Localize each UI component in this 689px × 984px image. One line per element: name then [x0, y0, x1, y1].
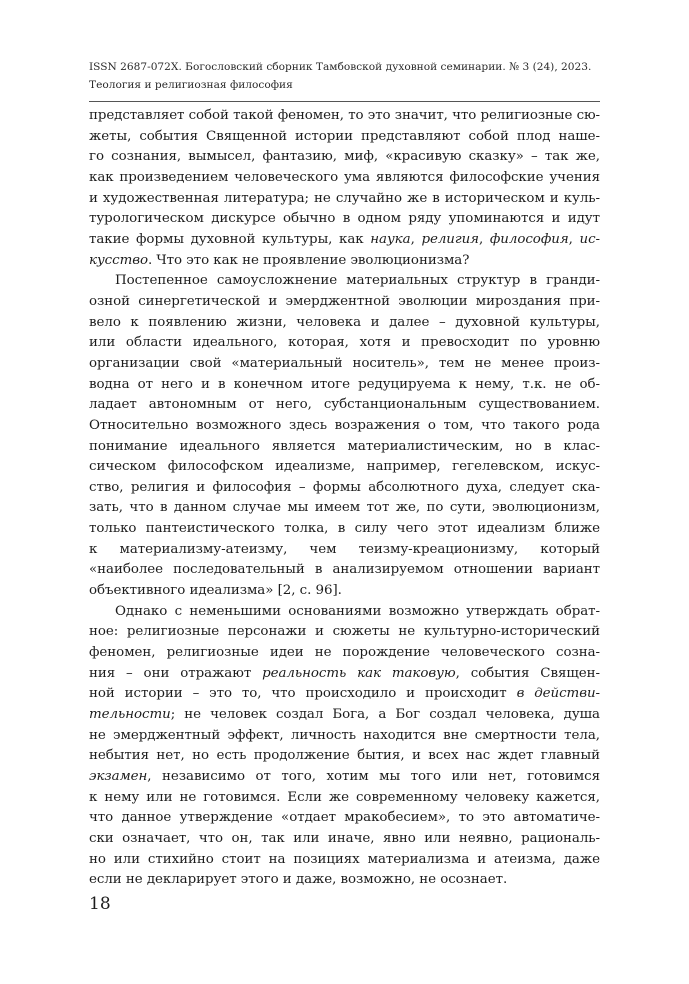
text-line: Относительно возможного здесь возражения о том, что такого рода	[89, 417, 600, 433]
text-line: сическом философском идеализме, например, гегелевском, искус-	[89, 459, 600, 475]
text-line: Однако с неменьшими основаниями возможно утверждать обрат-	[115, 603, 600, 619]
page-number: 18	[89, 894, 111, 914]
text-line: го сознания, вымысел, фантазию, миф, «красивую сказку» – так же,	[89, 149, 600, 165]
text-line: и художественная литература; не случайно же в историческом и куль-	[89, 190, 600, 206]
text-line: если не декларирует этого и даже, возможно, не осознает.	[89, 872, 508, 888]
text-line: феномен, религиозные идеи не порождение человеческого созна-	[89, 645, 600, 661]
text-line: объективного идеализма» [2, с. 96].	[89, 583, 342, 599]
text-run: , события Священ-	[455, 665, 601, 681]
emphasis-philosophy: философия	[489, 231, 569, 247]
text-run: ,	[568, 231, 580, 247]
text-line: только пантеистического толка, в силу чего этот идеализм ближе	[89, 521, 600, 537]
text-line: но или стихийно стоит на позициях материализма и атеизма, даже	[89, 851, 600, 867]
text-line: озной синергетической и эмерджентной эволюции мироздания при-	[89, 293, 600, 309]
text-run: ной истории – это то, что происходило и происходит	[89, 686, 517, 702]
text-line	[89, 230, 600, 251]
text-line: что данное утверждение «отдает мракобесием», то это автоматиче-	[89, 810, 600, 826]
text-run: ,	[410, 231, 422, 247]
text-run: . Что это как не проявление эволюционизма?	[147, 252, 470, 268]
emphasis-exam: экзамен	[89, 769, 148, 784]
paragraph-2	[89, 271, 600, 602]
text-run: , независимо от того, хотим мы того или нет, готовимся	[147, 769, 600, 784]
text-line: жеты, события Священной истории представляют собой плод наше-	[89, 128, 600, 144]
text-line: небытия нет, но есть продолжение бытия, и всех нас ждет главный	[89, 748, 600, 764]
emphasis-art: ис-	[579, 231, 600, 247]
text-line: понимание идеального является материалистическим, но в клас-	[89, 438, 600, 454]
emphasis-science: наука	[370, 231, 411, 247]
header-divider	[89, 101, 600, 102]
text-run: ; не человек создал Бога, а Бог создал человека, душа	[170, 707, 600, 723]
text-line: организации свой «материальный носитель», тем не менее произ-	[89, 355, 600, 371]
journal-citation: ISSN 2687-072X. Богословский сборник Тамбовской духовной семинарии. № 3 (24), 2023.	[89, 61, 592, 73]
text-line	[89, 684, 600, 705]
emphasis-reality: реальность как таковую	[262, 665, 456, 681]
text-line: к материализму-атеизму, чем теизму-креационизму, который	[89, 541, 600, 557]
running-header	[89, 58, 601, 94]
text-line: Постепенное самоусложнение материальных структур в гранди-	[115, 273, 600, 289]
text-line: ное: религиозные персонажи и сюжеты не культурно-исторический	[89, 624, 600, 640]
text-line: к нему или не готовимся. Если же современному человеку кажется,	[89, 789, 600, 805]
text-line: водна от него и в конечном итоге редуцируема к нему, т.к. не об-	[89, 376, 600, 392]
text-line	[89, 251, 600, 272]
text-line: как произведением человеческого ума являются философские учения	[89, 169, 600, 185]
article-body	[89, 106, 600, 891]
text-line: ство, религия и философия – формы абсолютного духа, следует ска-	[89, 479, 600, 495]
emphasis-actuality-end: тельности	[89, 707, 171, 723]
text-line: турологическом дискурсе обычно в одном ряду упоминаются и идут	[89, 211, 600, 227]
text-run: такие формы духовной культуры, как	[89, 231, 371, 247]
paragraph-1	[89, 106, 600, 271]
text-line	[89, 767, 600, 788]
text-line: представляет собой такой феномен, то это значит, что религиозные сю-	[89, 108, 600, 123]
journal-section: Теология и религиозная философия	[89, 79, 293, 91]
text-run: ния – они отражают	[89, 665, 263, 681]
text-run: ,	[479, 231, 490, 247]
text-line: зать, что в данном случае мы имеем тот же, по сути, эволюционизм,	[89, 500, 600, 516]
text-line: вело к появлению жизни, человека и далее – духовной культуры,	[89, 314, 600, 330]
text-line: ладает автономным от него, субстанциональным существованием.	[89, 397, 600, 413]
emphasis-actuality: в действи-	[516, 686, 601, 702]
text-line: или области идеального, которая, хотя и превосходит по уровню	[89, 335, 600, 351]
paragraph-3	[89, 602, 600, 891]
text-line	[89, 705, 600, 726]
emphasis-art-end: кусство	[89, 252, 148, 268]
text-line: «наиболее последовательный в анализируемом отношении вариант	[89, 562, 600, 578]
text-line: ски означает, что он, так или иначе, явно или неявно, рациональ-	[89, 830, 600, 846]
emphasis-religion: религия	[421, 231, 479, 247]
text-line	[89, 664, 600, 685]
text-line: не эмерджентный эффект, личность находится вне смертности тела,	[89, 727, 600, 743]
